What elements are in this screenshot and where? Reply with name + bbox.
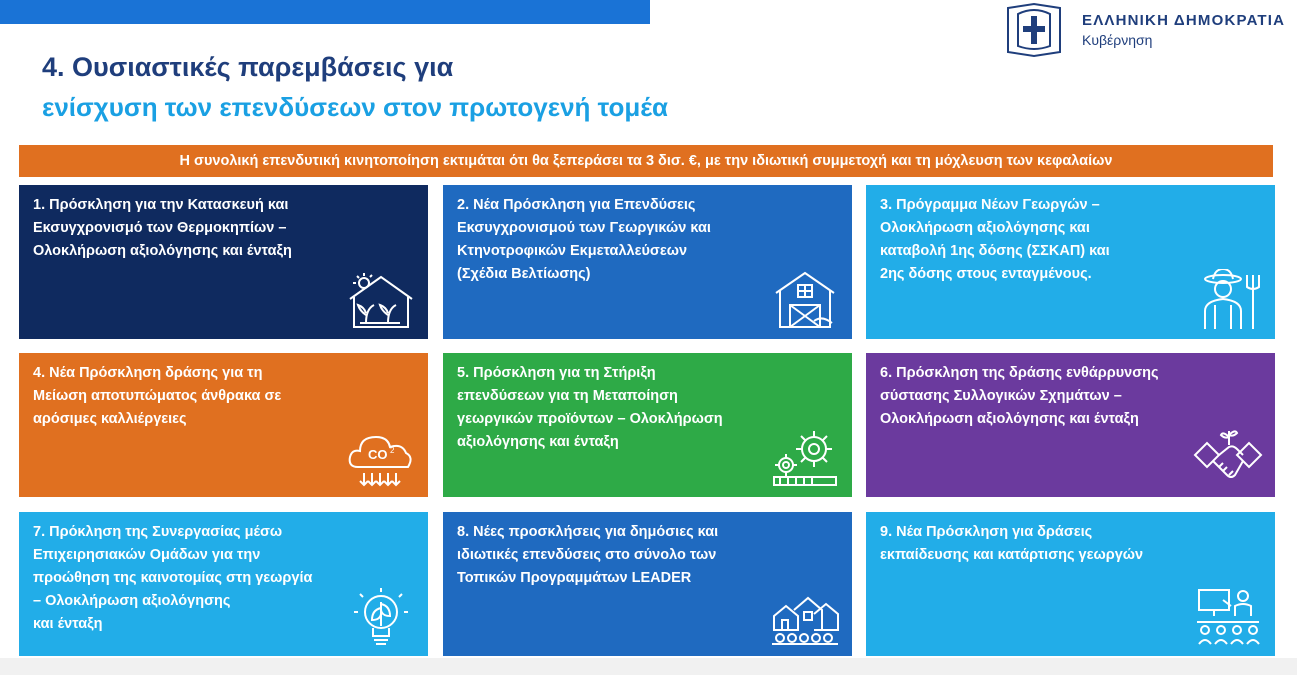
lightbulb-leaf-icon <box>346 586 416 648</box>
village-icon <box>770 586 840 648</box>
intervention-text: 3. Πρόγραμμα Νέων Γεωργών – Ολοκλήρωση αξιολόγησης και καταβολή 1ης δόσης (ΣΣΚΑΠ) και 2ης δόσης στους ενταγμένους. <box>880 197 1110 282</box>
co2-cloud-icon <box>346 427 416 489</box>
svg-text:CO: CO <box>368 447 388 462</box>
gears-icon <box>770 427 840 489</box>
intervention-tile-8 <box>443 512 852 656</box>
intervention-tile-2 <box>443 185 852 339</box>
intervention-text: 9. Νέα Πρόσκληση για δράσεις εκπαίδευσης και κατάρτισης γεωργών <box>880 524 1144 563</box>
intervention-text: 2. Νέα Πρόσκληση για Επενδύσεις Εκσυγχρονισμού των Γεωργικών και Κτηνοτροφικών Εκμεταλλεύσεων (Σχέδια Βελτίωσης) <box>457 197 711 282</box>
svg-text:2: 2 <box>390 446 395 455</box>
intervention-text: 8. Νέες προσκλήσεις για δημόσιες και ιδιωτικές επενδύσεις στο σύνολο των Τοπικών Προγραμμάτων LEADER <box>457 524 719 586</box>
page-title-line2: ενίσχυση των επενδύσεων στον πρωτογενή τομέα <box>42 92 669 122</box>
training-icon <box>1193 586 1263 648</box>
greek-emblem-icon <box>1004 2 1064 58</box>
intervention-tile-3 <box>866 185 1275 339</box>
greenhouse-icon <box>346 269 416 331</box>
bottom-strip <box>0 658 1297 675</box>
barn-icon <box>770 269 840 331</box>
farmer-icon <box>1193 269 1263 331</box>
intervention-tile-6 <box>866 353 1275 497</box>
intervention-tile-1 <box>19 185 428 339</box>
handshake-icon <box>1193 427 1263 489</box>
intervention-tile-9 <box>866 512 1275 656</box>
intervention-text: 5. Πρόσκληση για τη Στήριξη επενδύσεων για τη Μεταποίηση γεωργικών προϊόντων – Ολοκλήρωση αξιολόγησης και ένταξη <box>457 365 723 450</box>
summary-banner: Η συνολική επενδυτική κινητοποίηση εκτιμάται ότι θα ξεπεράσει τα 3 δισ. €, με την ιδιωτική συμμετοχή και τη μόχλευση των κεφαλαίων <box>19 145 1273 177</box>
intervention-text: 6. Πρόσκληση της δράσης ενθάρρυνσης σύστασης Συλλογικών Σχημάτων – Ολοκλήρωση αξιολόγησης και ένταξη <box>880 365 1159 427</box>
intervention-tile-7 <box>19 512 428 656</box>
intervention-tile-4 <box>19 353 428 497</box>
government-logo <box>1004 2 1285 58</box>
intervention-text: 1. Πρόσκληση για την Κατασκευή και Εκσυγχρονισμό των Θερμοκηπίων – Ολοκλήρωση αξιολόγησης και ένταξη <box>33 197 292 259</box>
intervention-tile-5 <box>443 353 852 497</box>
page-title-line1: 4. Ουσιαστικές παρεμβάσεις για <box>42 52 454 82</box>
government-name: ΕΛΛΗΝΙΚΗ ΔΗΜΟΚΡΑΤΙΑ <box>1082 12 1286 29</box>
intervention-text: 4. Νέα Πρόσκληση δράσης για τη Μείωση αποτυπώματος άνθρακα σε αρόσιμες καλλιέργειες <box>33 365 282 427</box>
intervention-text: 7. Πρόκληση της Συνεργασίας μέσω Επιχειρησιακών Ομάδων για την προώθηση της καινοτομίας στη γεωργία – Ολοκλήρωση αξιολόγησης και ένταξη <box>33 524 313 632</box>
top-accent-bar <box>0 0 650 24</box>
government-subtitle: Κυβέρνηση <box>1082 32 1153 48</box>
